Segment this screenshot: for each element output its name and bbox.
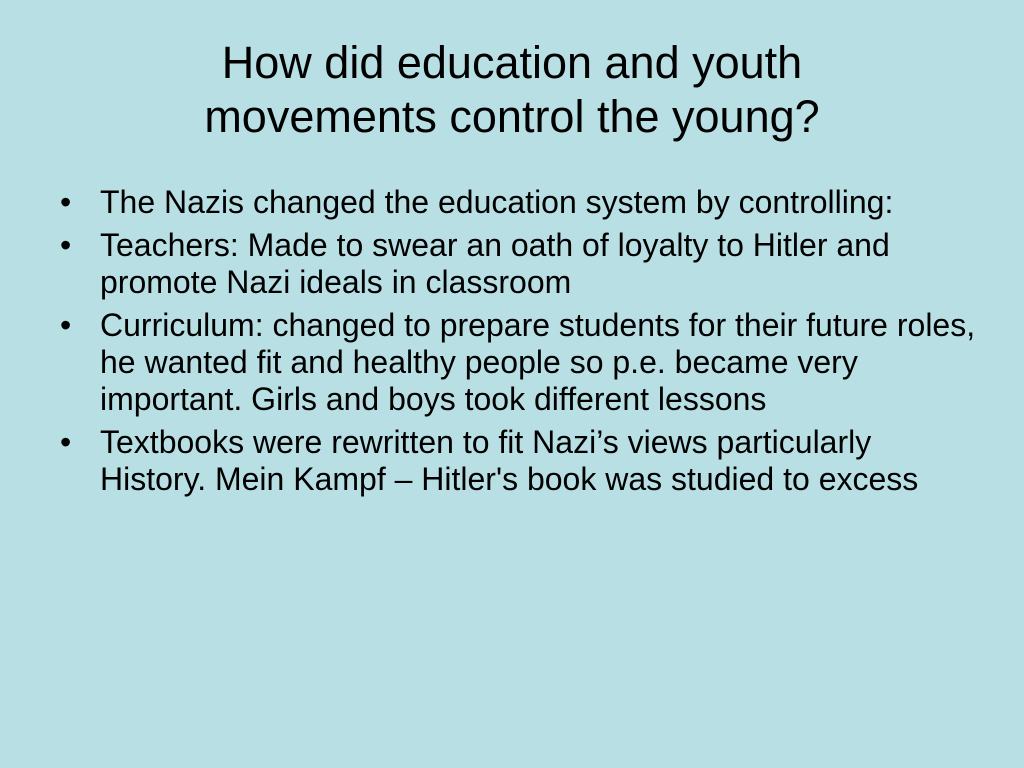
bullet-marker: • — [60, 227, 72, 263]
bullet-text: Teachers: Made to swear an oath of loyalty to Hitler and promote Nazi ideals in classroom — [100, 227, 890, 300]
bullet-text: The Nazis changed the education system by controlling: — [100, 184, 894, 220]
bullet-marker: • — [60, 424, 72, 460]
bullet-list — [58, 184, 978, 504]
bullet-marker: • — [60, 307, 72, 343]
slide-title-line-1: How did education and youth — [221, 37, 803, 88]
bullet-item — [58, 227, 978, 301]
bullet-marker: • — [60, 184, 72, 220]
bullet-item — [58, 424, 978, 498]
slide-title — [60, 36, 964, 144]
bullet-item — [58, 307, 978, 418]
bullet-item — [58, 184, 978, 221]
slide-title-line-2: movements control the young? — [204, 91, 820, 142]
bullet-text: Textbooks were rewritten to fit Nazi’s views particularly History. Mein Kampf – Hitler's book was studied to excess — [100, 424, 919, 497]
bullet-text: Curriculum: changed to prepare students for their future roles, he wanted fit and healthy people so p.e. became very important. Girls and boys took different lessons — [100, 307, 976, 417]
